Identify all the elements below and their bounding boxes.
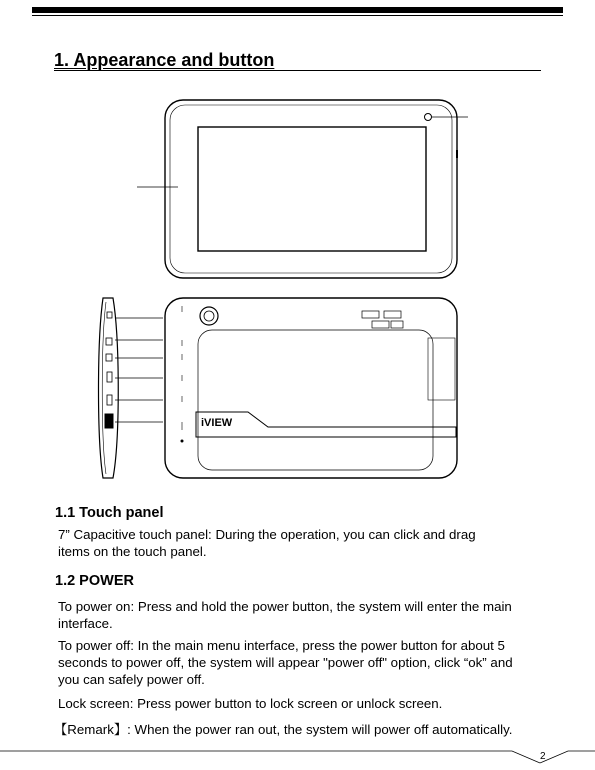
- remark-text: 【Remark】: When the power ran out, the system will power off automatically.: [54, 722, 513, 737]
- power-off-text: [58, 637, 548, 688]
- power-heading: 1.2 POWER: [55, 573, 134, 589]
- power-on-text: [58, 598, 548, 632]
- touch-panel-heading: 1.1 Touch panel: [55, 505, 164, 521]
- text-line: seconds to power off, the system will appear "power off" option, click “ok” and: [58, 655, 513, 670]
- section-title: 1. Appearance and button: [54, 50, 275, 70]
- tablet-back-view: [165, 298, 457, 478]
- touch-panel-text: [58, 526, 548, 560]
- lock-screen-text: Lock screen: Press power button to lock screen or unlock screen.: [58, 696, 443, 711]
- brand-logo: iVIEW: [201, 417, 233, 429]
- text-line: 7” Capacitive touch panel: During the operation, you can click and drag: [58, 527, 476, 542]
- text-line: items on the touch panel.: [58, 544, 207, 559]
- tablet-side-view: [99, 298, 164, 478]
- tablet-front-view: [137, 100, 468, 278]
- text-line: you can safely power off.: [58, 672, 205, 687]
- text-line: To power off: In the main menu interface, press the power button for about 5: [58, 638, 505, 653]
- text-line: interface.: [58, 616, 113, 631]
- footer-rule: [0, 750, 595, 770]
- page-number: 2: [540, 751, 546, 762]
- text-line: To power on: Press and hold the power button, the system will enter the main: [58, 599, 512, 614]
